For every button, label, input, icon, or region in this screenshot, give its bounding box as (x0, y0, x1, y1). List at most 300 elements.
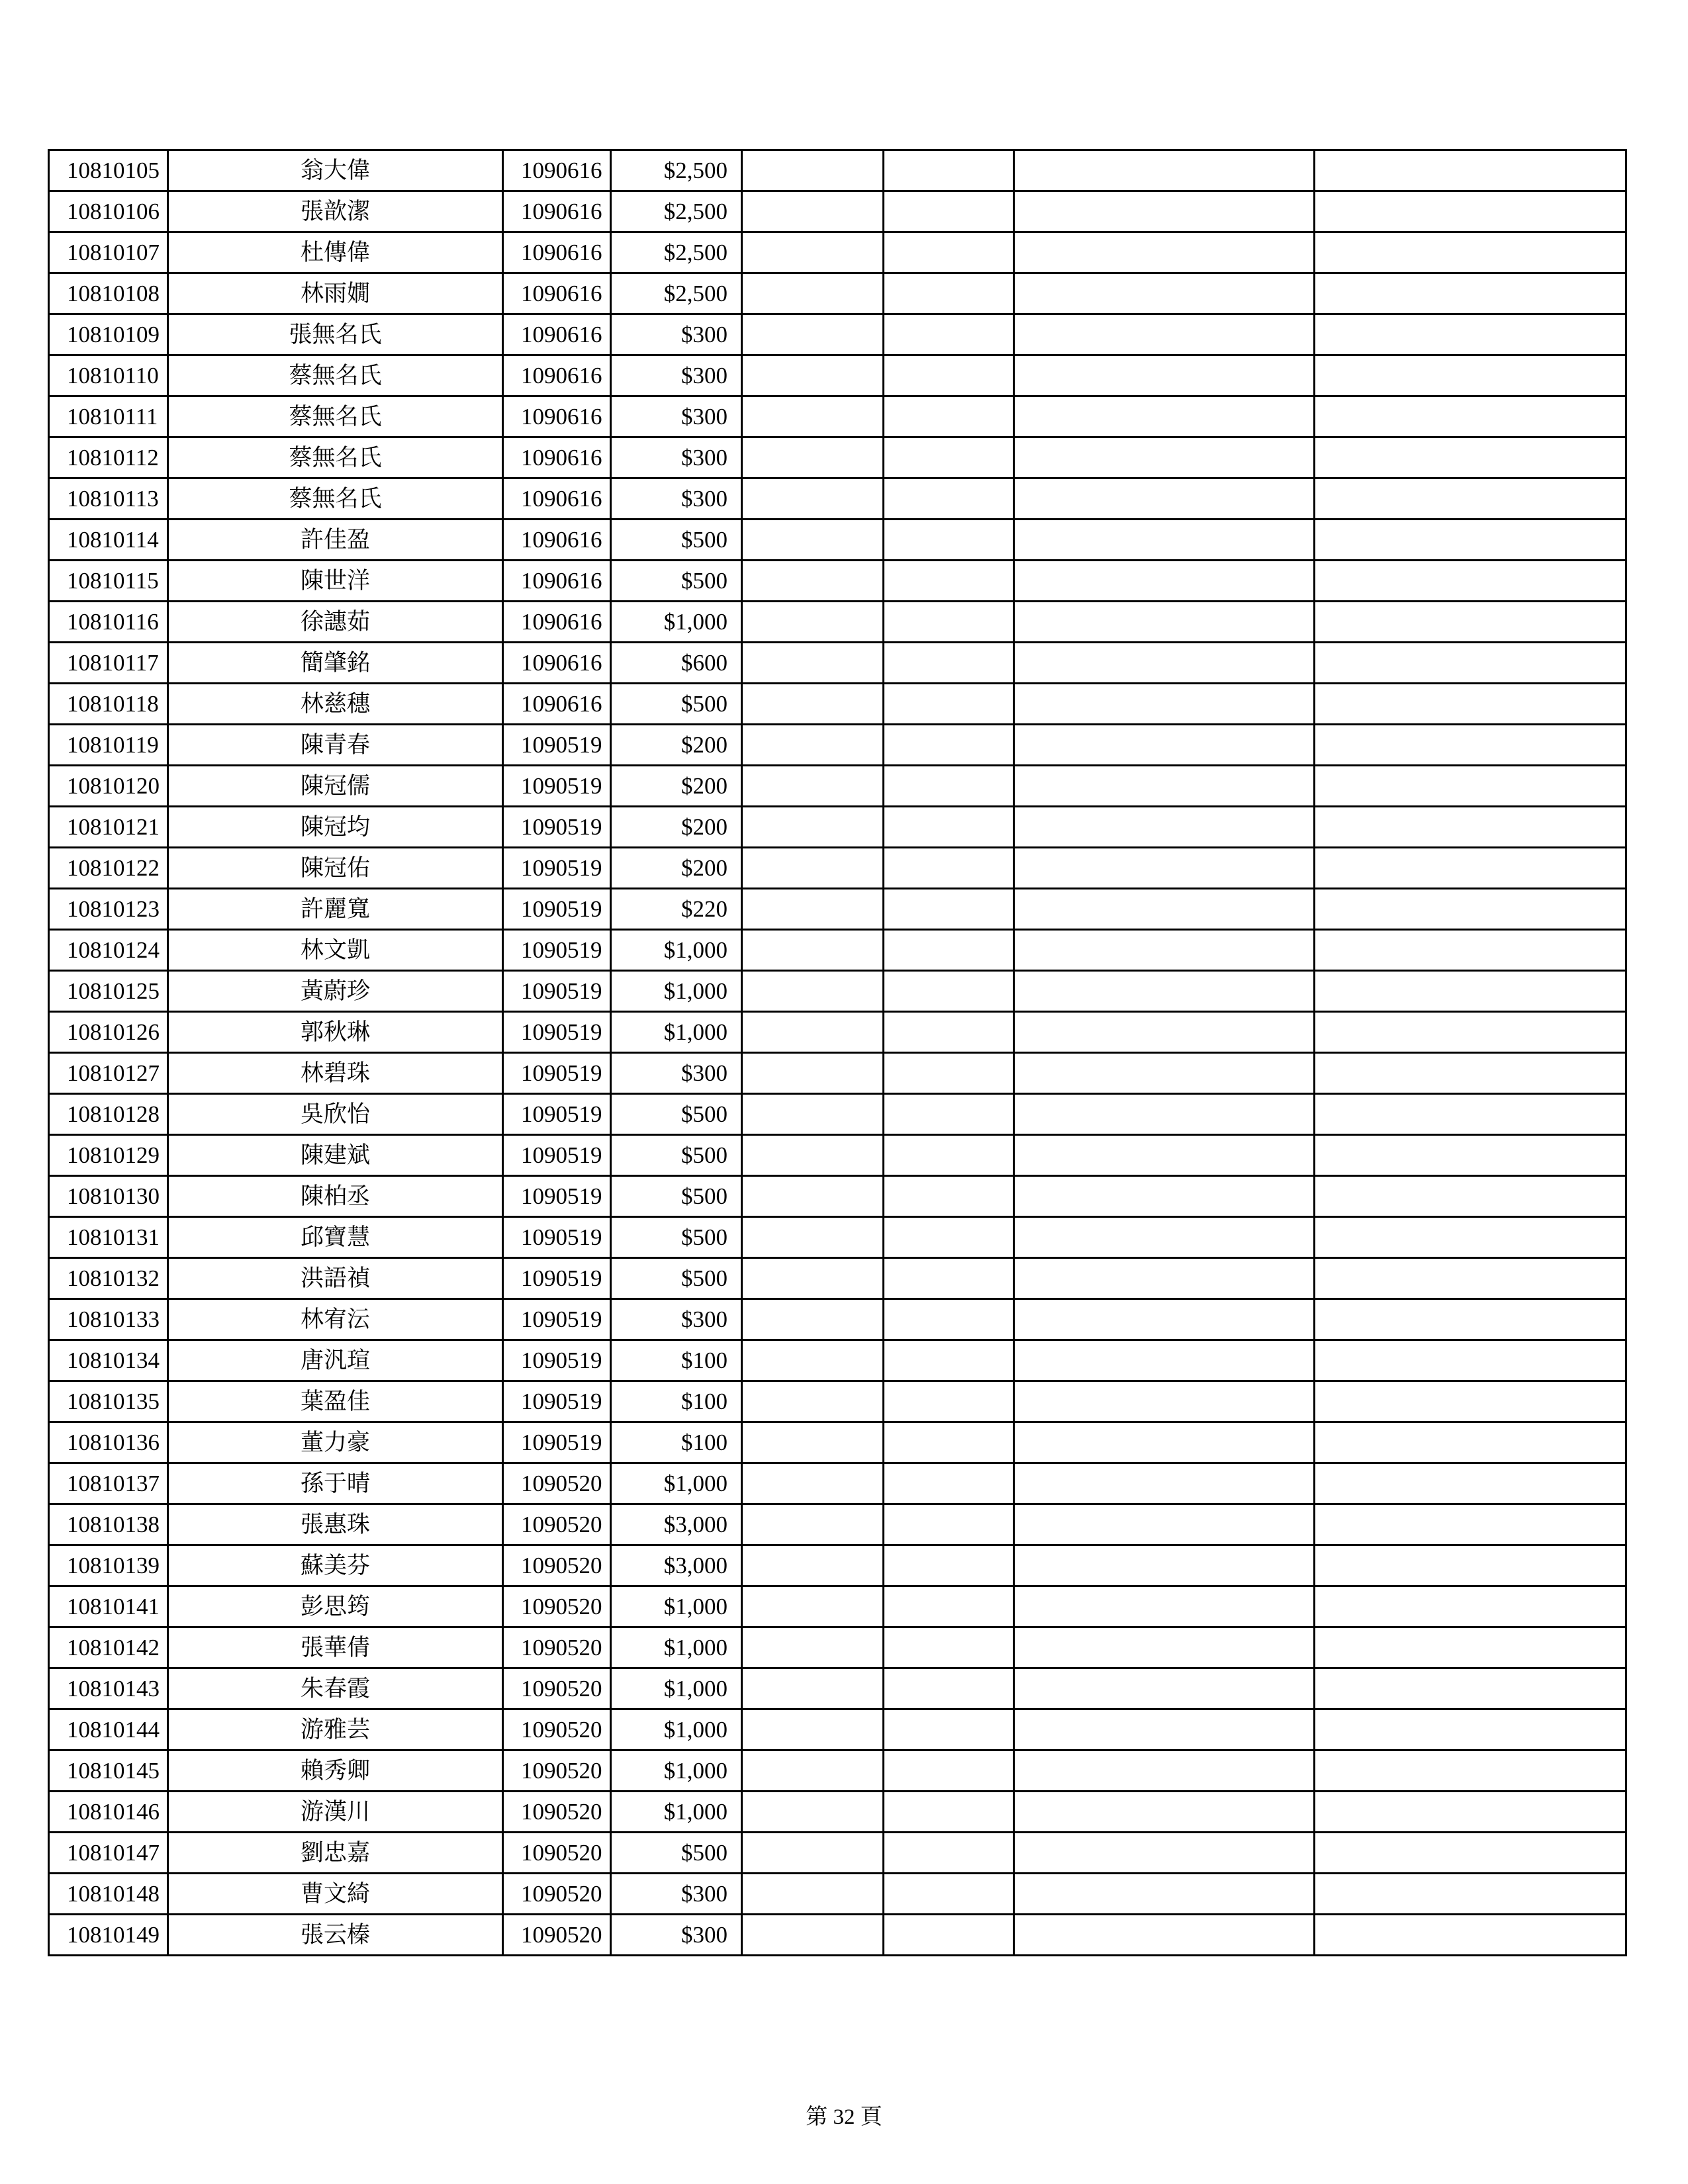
empty-cell (1014, 1340, 1315, 1381)
donation-table-body (49, 150, 1626, 1956)
receipt-number-cell: 10810149 (49, 1915, 168, 1956)
donation-date-cell: 1090519 (503, 1012, 611, 1053)
donor-name-cell: 唐汎瑄 (168, 1340, 503, 1381)
empty-cell (884, 1792, 1014, 1833)
donor-name-cell: 郭秋琳 (168, 1012, 503, 1053)
amount-cell: $1,000 (611, 1751, 742, 1792)
receipt-number-cell: 10810109 (49, 314, 168, 355)
receipt-number-cell: 10810106 (49, 191, 168, 232)
empty-cell (1014, 273, 1315, 314)
table-row (49, 930, 1626, 971)
receipt-number-cell: 10810134 (49, 1340, 168, 1381)
donor-name-cell: 林慈穗 (168, 684, 503, 725)
amount-cell: $300 (611, 1874, 742, 1915)
receipt-number-cell: 10810110 (49, 355, 168, 396)
empty-cell (884, 273, 1014, 314)
donation-date-cell: 1090616 (503, 232, 611, 273)
table-row (49, 643, 1626, 684)
receipt-number-cell: 10810122 (49, 848, 168, 889)
empty-cell (742, 1381, 884, 1422)
amount-cell: $3,000 (611, 1504, 742, 1545)
table-row (49, 1258, 1626, 1299)
donor-name-cell: 朱春霞 (168, 1668, 503, 1709)
donation-date-cell: 1090520 (503, 1463, 611, 1504)
donor-name-cell: 黃蔚珍 (168, 971, 503, 1012)
amount-cell: $2,500 (611, 232, 742, 273)
donor-name-cell: 孫于晴 (168, 1463, 503, 1504)
donation-date-cell: 1090519 (503, 725, 611, 766)
empty-cell (742, 1915, 884, 1956)
receipt-number-cell: 10810127 (49, 1053, 168, 1094)
donation-date-cell: 1090519 (503, 1135, 611, 1176)
donation-date-cell: 1090520 (503, 1709, 611, 1751)
empty-cell (1315, 1258, 1626, 1299)
amount-cell: $1,000 (611, 1463, 742, 1504)
empty-cell (742, 1258, 884, 1299)
empty-cell (1014, 1709, 1315, 1751)
donor-name-cell: 林宥沄 (168, 1299, 503, 1340)
table-row (49, 766, 1626, 807)
empty-cell (742, 1627, 884, 1668)
donation-date-cell: 1090616 (503, 520, 611, 561)
empty-cell (742, 1094, 884, 1135)
donation-date-cell: 1090519 (503, 1094, 611, 1135)
empty-cell (742, 437, 884, 478)
empty-cell (742, 1299, 884, 1340)
amount-cell: $1,000 (611, 971, 742, 1012)
donor-name-cell: 陳冠均 (168, 807, 503, 848)
table-row (49, 1422, 1626, 1463)
amount-cell: $100 (611, 1381, 742, 1422)
receipt-number-cell: 10810123 (49, 889, 168, 930)
empty-cell (884, 971, 1014, 1012)
donation-date-cell: 1090519 (503, 971, 611, 1012)
empty-cell (884, 1012, 1014, 1053)
empty-cell (1315, 1176, 1626, 1217)
receipt-number-cell: 10810108 (49, 273, 168, 314)
table-row (49, 889, 1626, 930)
empty-cell (884, 766, 1014, 807)
donor-name-cell: 許麗寬 (168, 889, 503, 930)
table-row (49, 1217, 1626, 1258)
empty-cell (1315, 1463, 1626, 1504)
empty-cell (1014, 1299, 1315, 1340)
empty-cell (884, 643, 1014, 684)
table-row (49, 1874, 1626, 1915)
empty-cell (742, 1217, 884, 1258)
empty-cell (742, 930, 884, 971)
empty-cell (1014, 643, 1315, 684)
empty-cell (742, 520, 884, 561)
receipt-number-cell: 10810125 (49, 971, 168, 1012)
donor-name-cell: 陳世洋 (168, 561, 503, 602)
empty-cell (1014, 1053, 1315, 1094)
donor-name-cell: 葉盈佳 (168, 1381, 503, 1422)
donation-date-cell: 1090616 (503, 314, 611, 355)
empty-cell (884, 355, 1014, 396)
empty-cell (1014, 1915, 1315, 1956)
amount-cell: $1,000 (611, 602, 742, 643)
empty-cell (884, 1340, 1014, 1381)
donor-name-cell: 杜傳偉 (168, 232, 503, 273)
empty-cell (742, 725, 884, 766)
table-row (49, 437, 1626, 478)
table-row (49, 355, 1626, 396)
amount-cell: $300 (611, 1299, 742, 1340)
empty-cell (742, 191, 884, 232)
empty-cell (742, 1874, 884, 1915)
donor-name-cell: 洪語禎 (168, 1258, 503, 1299)
receipt-number-cell: 10810105 (49, 150, 168, 191)
amount-cell: $300 (611, 437, 742, 478)
donation-date-cell: 1090616 (503, 478, 611, 520)
empty-cell (884, 1545, 1014, 1586)
empty-cell (1014, 1504, 1315, 1545)
donation-date-cell: 1090519 (503, 1053, 611, 1094)
donation-date-cell: 1090519 (503, 930, 611, 971)
donor-name-cell: 蔡無名氏 (168, 396, 503, 437)
empty-cell (884, 807, 1014, 848)
empty-cell (742, 1792, 884, 1833)
empty-cell (1315, 150, 1626, 191)
donor-name-cell: 劉忠嘉 (168, 1833, 503, 1874)
receipt-number-cell: 10810135 (49, 1381, 168, 1422)
amount-cell: $500 (611, 1176, 742, 1217)
donation-date-cell: 1090616 (503, 191, 611, 232)
empty-cell (742, 396, 884, 437)
empty-cell (1315, 561, 1626, 602)
empty-cell (1014, 314, 1315, 355)
empty-cell (1315, 971, 1626, 1012)
amount-cell: $500 (611, 561, 742, 602)
donor-name-cell: 蔡無名氏 (168, 478, 503, 520)
amount-cell: $600 (611, 643, 742, 684)
empty-cell (742, 1833, 884, 1874)
amount-cell: $300 (611, 314, 742, 355)
receipt-number-cell: 10810131 (49, 1217, 168, 1258)
donation-date-cell: 1090616 (503, 684, 611, 725)
donor-name-cell: 蔡無名氏 (168, 437, 503, 478)
donation-date-cell: 1090519 (503, 807, 611, 848)
amount-cell: $1,000 (611, 1012, 742, 1053)
empty-cell (1315, 684, 1626, 725)
empty-cell (1315, 1833, 1626, 1874)
amount-cell: $100 (611, 1340, 742, 1381)
empty-cell (884, 848, 1014, 889)
empty-cell (884, 1053, 1014, 1094)
empty-cell (1315, 1299, 1626, 1340)
amount-cell: $1,000 (611, 1627, 742, 1668)
receipt-number-cell: 10810120 (49, 766, 168, 807)
amount-cell: $200 (611, 848, 742, 889)
empty-cell (1315, 1668, 1626, 1709)
empty-cell (1315, 1340, 1626, 1381)
amount-cell: $1,000 (611, 1792, 742, 1833)
donation-date-cell: 1090616 (503, 602, 611, 643)
amount-cell: $1,000 (611, 1668, 742, 1709)
table-row (49, 1053, 1626, 1094)
donation-date-cell: 1090616 (503, 150, 611, 191)
donation-date-cell: 1090520 (503, 1874, 611, 1915)
donation-table (48, 149, 1627, 1956)
amount-cell: $300 (611, 1053, 742, 1094)
donation-date-cell: 1090616 (503, 643, 611, 684)
receipt-number-cell: 10810111 (49, 396, 168, 437)
empty-cell (1014, 848, 1315, 889)
donor-name-cell: 邱寶慧 (168, 1217, 503, 1258)
donor-name-cell: 彭思筠 (168, 1586, 503, 1627)
donor-name-cell: 張云榛 (168, 1915, 503, 1956)
receipt-number-cell: 10810144 (49, 1709, 168, 1751)
empty-cell (1315, 1012, 1626, 1053)
receipt-number-cell: 10810118 (49, 684, 168, 725)
donation-date-cell: 1090519 (503, 848, 611, 889)
donation-date-cell: 1090519 (503, 1176, 611, 1217)
receipt-number-cell: 10810119 (49, 725, 168, 766)
receipt-number-cell: 10810129 (49, 1135, 168, 1176)
empty-cell (742, 1504, 884, 1545)
empty-cell (1315, 848, 1626, 889)
empty-cell (1014, 889, 1315, 930)
amount-cell: $500 (611, 520, 742, 561)
empty-cell (742, 1422, 884, 1463)
table-row (49, 848, 1626, 889)
amount-cell: $200 (611, 807, 742, 848)
empty-cell (742, 848, 884, 889)
donation-date-cell: 1090520 (503, 1668, 611, 1709)
donor-name-cell: 賴秀卿 (168, 1751, 503, 1792)
donation-date-cell: 1090520 (503, 1915, 611, 1956)
empty-cell (742, 1176, 884, 1217)
empty-cell (884, 684, 1014, 725)
donor-name-cell: 張華倩 (168, 1627, 503, 1668)
donor-name-cell: 簡肇銘 (168, 643, 503, 684)
empty-cell (1014, 150, 1315, 191)
empty-cell (1315, 1545, 1626, 1586)
amount-cell: $500 (611, 1217, 742, 1258)
amount-cell: $220 (611, 889, 742, 930)
table-row (49, 1668, 1626, 1709)
empty-cell (884, 1709, 1014, 1751)
donor-name-cell: 陳建斌 (168, 1135, 503, 1176)
empty-cell (884, 1504, 1014, 1545)
empty-cell (1014, 355, 1315, 396)
empty-cell (1014, 561, 1315, 602)
empty-cell (884, 520, 1014, 561)
empty-cell (884, 930, 1014, 971)
empty-cell (1315, 1792, 1626, 1833)
table-row (49, 725, 1626, 766)
empty-cell (742, 1751, 884, 1792)
table-row (49, 1915, 1626, 1956)
empty-cell (742, 1545, 884, 1586)
empty-cell (742, 971, 884, 1012)
donation-date-cell: 1090520 (503, 1751, 611, 1792)
empty-cell (1014, 478, 1315, 520)
amount-cell: $500 (611, 1833, 742, 1874)
donor-name-cell: 董力豪 (168, 1422, 503, 1463)
receipt-number-cell: 10810117 (49, 643, 168, 684)
donation-date-cell: 1090616 (503, 355, 611, 396)
empty-cell (1014, 766, 1315, 807)
donation-date-cell: 1090519 (503, 889, 611, 930)
empty-cell (884, 561, 1014, 602)
donation-date-cell: 1090519 (503, 766, 611, 807)
receipt-number-cell: 10810141 (49, 1586, 168, 1627)
donation-date-cell: 1090616 (503, 561, 611, 602)
donation-date-cell: 1090616 (503, 396, 611, 437)
table-row (49, 1833, 1626, 1874)
amount-cell: $300 (611, 478, 742, 520)
empty-cell (884, 1217, 1014, 1258)
empty-cell (884, 150, 1014, 191)
table-row (49, 1135, 1626, 1176)
donor-name-cell: 張歆潔 (168, 191, 503, 232)
amount-cell: $300 (611, 1915, 742, 1956)
empty-cell (1014, 396, 1315, 437)
amount-cell: $2,500 (611, 191, 742, 232)
donation-date-cell: 1090519 (503, 1258, 611, 1299)
table-row (49, 1751, 1626, 1792)
empty-cell (1315, 1586, 1626, 1627)
receipt-number-cell: 10810112 (49, 437, 168, 478)
receipt-number-cell: 10810130 (49, 1176, 168, 1217)
empty-cell (1315, 1915, 1626, 1956)
donation-date-cell: 1090520 (503, 1627, 611, 1668)
receipt-number-cell: 10810133 (49, 1299, 168, 1340)
donation-date-cell: 1090519 (503, 1340, 611, 1381)
empty-cell (742, 561, 884, 602)
table-row (49, 1627, 1626, 1668)
empty-cell (742, 1340, 884, 1381)
empty-cell (1315, 1381, 1626, 1422)
receipt-number-cell: 10810116 (49, 602, 168, 643)
donation-date-cell: 1090616 (503, 273, 611, 314)
empty-cell (1014, 1217, 1315, 1258)
empty-cell (742, 684, 884, 725)
empty-cell (1315, 1504, 1626, 1545)
empty-cell (884, 1422, 1014, 1463)
table-row (49, 1586, 1626, 1627)
empty-cell (1315, 314, 1626, 355)
empty-cell (1014, 1545, 1315, 1586)
receipt-number-cell: 10810142 (49, 1627, 168, 1668)
donation-date-cell: 1090519 (503, 1217, 611, 1258)
empty-cell (884, 1668, 1014, 1709)
empty-cell (1014, 930, 1315, 971)
table-row (49, 1340, 1626, 1381)
receipt-number-cell: 10810124 (49, 930, 168, 971)
receipt-number-cell: 10810146 (49, 1792, 168, 1833)
empty-cell (742, 273, 884, 314)
empty-cell (1315, 396, 1626, 437)
receipt-number-cell: 10810114 (49, 520, 168, 561)
empty-cell (884, 1135, 1014, 1176)
empty-cell (884, 1833, 1014, 1874)
receipt-number-cell: 10810147 (49, 1833, 168, 1874)
amount-cell: $300 (611, 396, 742, 437)
donation-date-cell: 1090520 (503, 1586, 611, 1627)
table-row (49, 971, 1626, 1012)
empty-cell (742, 1053, 884, 1094)
donor-name-cell: 游雅芸 (168, 1709, 503, 1751)
table-row (49, 232, 1626, 273)
receipt-number-cell: 10810132 (49, 1258, 168, 1299)
empty-cell (1014, 1422, 1315, 1463)
empty-cell (742, 1668, 884, 1709)
empty-cell (1315, 1053, 1626, 1094)
empty-cell (884, 1586, 1014, 1627)
empty-cell (742, 1709, 884, 1751)
table-row (49, 1792, 1626, 1833)
empty-cell (884, 1874, 1014, 1915)
amount-cell: $2,500 (611, 273, 742, 314)
empty-cell (1315, 1094, 1626, 1135)
donor-name-cell: 蘇美芬 (168, 1545, 503, 1586)
table-row (49, 150, 1626, 191)
empty-cell (742, 314, 884, 355)
empty-cell (1014, 1012, 1315, 1053)
table-row (49, 807, 1626, 848)
donor-name-cell: 游漢川 (168, 1792, 503, 1833)
table-row (49, 1463, 1626, 1504)
table-row (49, 602, 1626, 643)
table-row (49, 1012, 1626, 1053)
receipt-number-cell: 10810107 (49, 232, 168, 273)
empty-cell (884, 889, 1014, 930)
empty-cell (884, 314, 1014, 355)
empty-cell (1014, 725, 1315, 766)
empty-cell (1014, 602, 1315, 643)
donation-date-cell: 1090520 (503, 1545, 611, 1586)
amount-cell: $500 (611, 1135, 742, 1176)
empty-cell (1014, 1258, 1315, 1299)
empty-cell (742, 1135, 884, 1176)
amount-cell: $1,000 (611, 930, 742, 971)
empty-cell (1315, 1709, 1626, 1751)
receipt-number-cell: 10810139 (49, 1545, 168, 1586)
empty-cell (1315, 725, 1626, 766)
empty-cell (742, 889, 884, 930)
donor-name-cell: 陳柏丞 (168, 1176, 503, 1217)
empty-cell (884, 1381, 1014, 1422)
receipt-number-cell: 10810128 (49, 1094, 168, 1135)
empty-cell (742, 1012, 884, 1053)
empty-cell (884, 1463, 1014, 1504)
amount-cell: $300 (611, 355, 742, 396)
empty-cell (884, 1176, 1014, 1217)
table-row (49, 561, 1626, 602)
donation-date-cell: 1090520 (503, 1792, 611, 1833)
empty-cell (884, 1094, 1014, 1135)
table-row (49, 396, 1626, 437)
receipt-number-cell: 10810138 (49, 1504, 168, 1545)
empty-cell (1315, 232, 1626, 273)
empty-cell (1315, 930, 1626, 971)
receipt-number-cell: 10810126 (49, 1012, 168, 1053)
empty-cell (1315, 191, 1626, 232)
donation-date-cell: 1090519 (503, 1422, 611, 1463)
donor-name-cell: 張惠珠 (168, 1504, 503, 1545)
empty-cell (742, 643, 884, 684)
donor-name-cell: 徐譓茹 (168, 602, 503, 643)
donor-name-cell: 翁大偉 (168, 150, 503, 191)
empty-cell (884, 1751, 1014, 1792)
empty-cell (1014, 807, 1315, 848)
empty-cell (1315, 1751, 1626, 1792)
empty-cell (1315, 1627, 1626, 1668)
table-row (49, 1504, 1626, 1545)
